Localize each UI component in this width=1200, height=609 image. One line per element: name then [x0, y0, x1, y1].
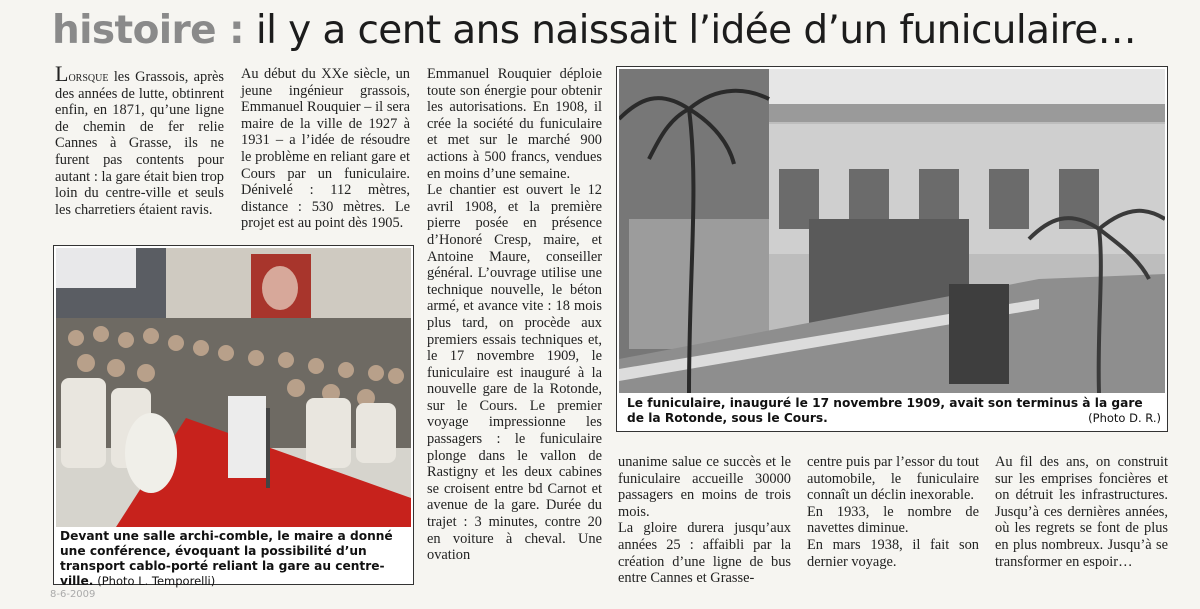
article-column-1: [55, 61, 224, 218]
column-3-paragraph-1: Emmanuel Rouquier déploie toute son énergie pour obtenir les autorisations. En 1908, il crée la société du funiculaire et met sur le marché 900 actions à 500 francs, vendues en moins d’une semaine.: [427, 66, 602, 182]
funicular-photo: [619, 69, 1165, 393]
column-4-paragraph-2: La gloire durera jusqu’aux années 25 : affaibli par la création d’une ligne de bus entre Cannes et Grasse-: [618, 520, 791, 587]
conference-photo: [56, 248, 411, 527]
funicular-caption-text: Le funiculaire, inauguré le 17 novembre 1909, avait son terminus à la gare de la Rotonde, sous le Cours.: [627, 396, 1143, 425]
conference-photo-caption: [60, 529, 409, 589]
column-5-paragraph-3: En mars 1938, il fait son dernier voyage.: [807, 536, 979, 570]
date-stamp: 8-6-2009: [50, 589, 96, 600]
column-1-paragraph: [55, 61, 224, 218]
conference-caption-text: Devant une salle archi-comble, le maire a donné une conférence, évoquant la possibilité d’un transport cablo-porté reliant la gare au centre-ville.: [60, 529, 393, 588]
drop-cap: L: [55, 61, 69, 86]
column-3-paragraph-2: Le chantier est ouvert le 12 avril 1908, et la première pierre posée en présence d’Honoré Cresp, maire, et Antoine Maure, conseiller général. L’ouvrage utilise une technique nouvelle, le béton armé, et avance vite : 18 mois plus tard, on procède aux premiers essais techniques et, le 17 novembre 1909, le funiculaire est inauguré à la nouvelle gare de la Rotonde, sur le Cours. Le premier voyage impressionne les passagers : le funiculaire plonge dans le vallon de Rastigny et les deux cabines se croisent entre bd Carnot et avenue de la gare. Durée du trajet : 3 minutes, contre 20 en voiture à cheval. Une ovation: [427, 182, 602, 564]
headline-kicker: histoire :: [52, 8, 245, 53]
column-4-paragraph-1: unanime salue ce succès et le funiculaire accueille 30000 passagers en moins de trois mois.: [618, 454, 791, 520]
headline-title: il y a cent ans naissait l’idée d’un funiculaire…: [255, 8, 1137, 53]
column-2-paragraph: Au début du XXe siècle, un jeune ingénieur grassois, Emmanuel Rouquier – il sera maire de la ville de 1927 à 1931 – a l’idée de résoudre le problème en reliant gare et Cours par un funiculaire. Dénivelé : 112 mètres, distance : 530 mètres. Le projet est au point dès 1905.: [241, 66, 410, 232]
column-5-paragraph-2: En 1933, le nombre de navettes diminue.: [807, 503, 979, 537]
article-column-3: [427, 66, 602, 564]
headline: [52, 4, 1192, 58]
article-column-6: [995, 454, 1168, 570]
funicular-photo-frame: [616, 66, 1168, 432]
article-column-4: [618, 454, 791, 587]
lead-smallcaps: orsque: [68, 69, 109, 85]
article-column-2: [241, 66, 410, 232]
column-6-paragraph-1: Au fil des ans, on construit sur les emprises foncières et on détruit les infrastructures. Jusqu’à ces dernières années, où les regrets se font de plus en plus nombreux. Jusqu’à se transformer en espoir…: [995, 454, 1168, 570]
conference-photo-frame: [53, 245, 414, 588]
article-column-5: [807, 454, 979, 570]
conference-photo-credit: (Photo L. Temporelli): [97, 574, 216, 588]
funicular-photo-credit: (Photo D. R.): [1088, 411, 1161, 425]
column-5-paragraph-1: centre puis par l’essor du tout automobile, le funiculaire connaît un déclin inexorable.: [807, 454, 979, 504]
column-1-text: les Grassois, après des années de lutte, obtinrent enfin, en 1871, qu’une ligne de chemin de fer relie Cannes à Grasse, ils ne furent pas contents pour autant : la gare était bien trop loin du centre-ville et seuls les charretiers étaient ravis.: [55, 69, 224, 218]
funicular-photo-caption: [627, 396, 1161, 426]
